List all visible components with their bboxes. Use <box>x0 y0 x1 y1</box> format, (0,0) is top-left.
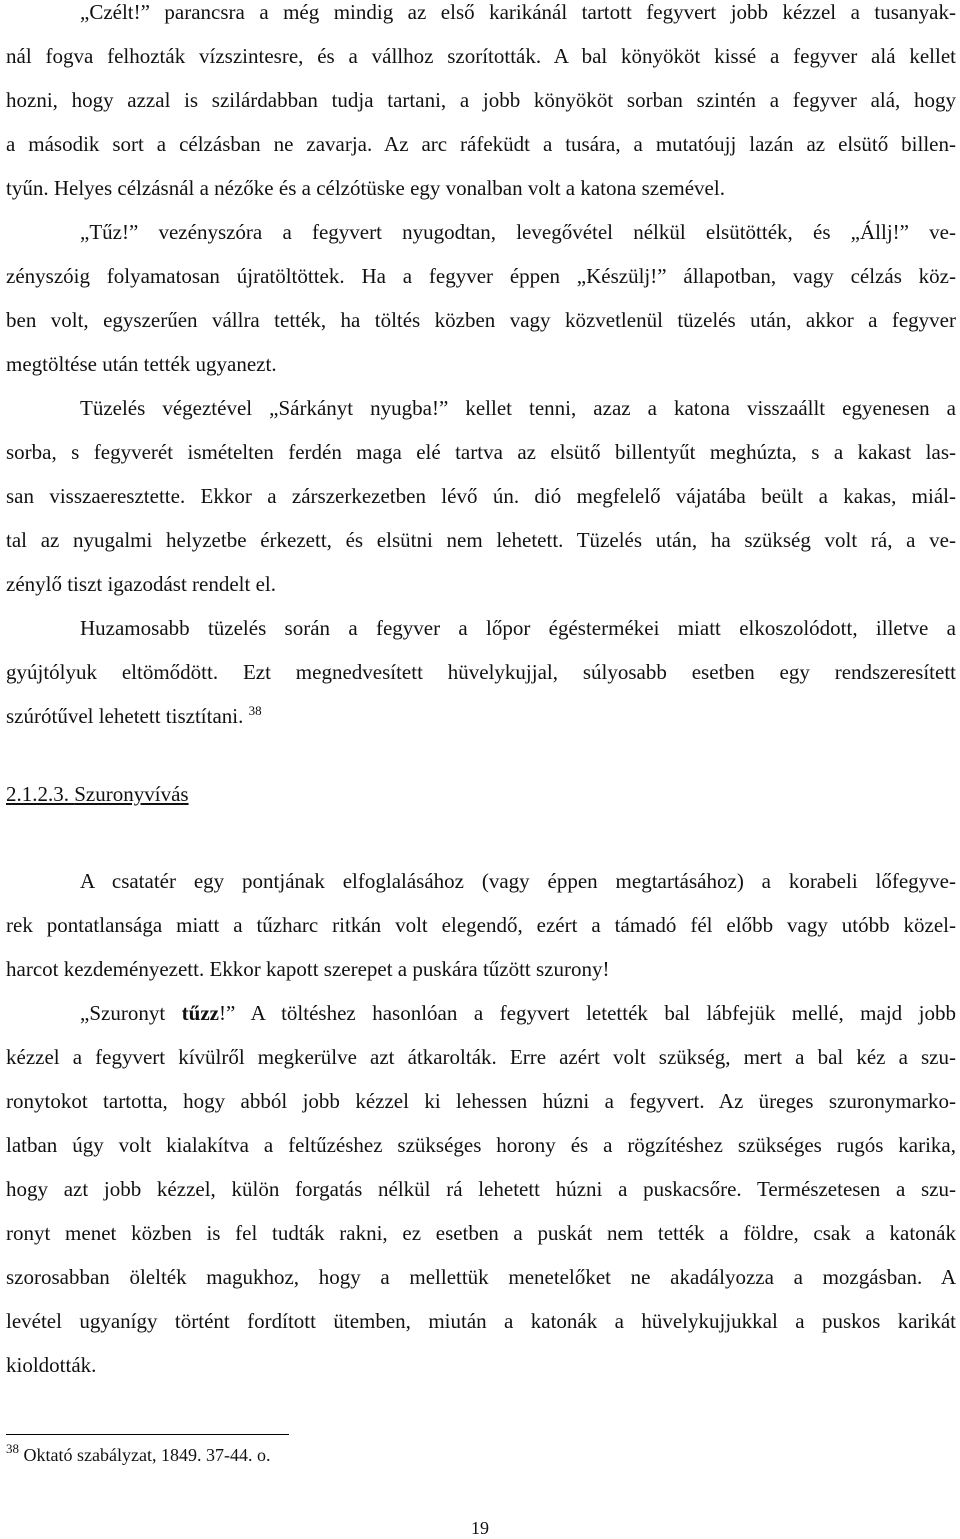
paragraph-line: hogy azt jobb kézzel, külön forgatás nélkül rá lehetett húzni a puskacsőre. Természetesen a szu- <box>6 1177 956 1201</box>
footnote-number: 38 <box>6 1441 19 1456</box>
paragraph-line: „Czélt!” parancsra a még mindig az első karikánál tartott fegyvert jobb kézzel a tusanyak- <box>80 0 956 24</box>
bold-command: tűzz <box>181 1001 219 1025</box>
footnote-reference[interactable]: 38 <box>248 703 262 718</box>
footnote-separator <box>6 1434 289 1435</box>
page-number: 19 <box>471 1518 489 1538</box>
paragraph-line: Tüzelés végeztével „Sárkányt nyugba!” kellet tenni, azaz a katona visszaállt egyenesen a <box>80 396 956 420</box>
paragraph-line: rek pontatlansága miatt a tűzharc ritkán volt elegendő, ezért a támadó fél előbb vagy utóbb közel- <box>6 913 956 937</box>
paragraph-line: levétel ugyanígy történt fordított ütemben, miután a katonák a hüvelykujjukkal a puskos karikát <box>6 1309 956 1333</box>
paragraph-line <box>6 702 956 730</box>
paragraph-line: ben volt, egyszerűen vállra tették, ha töltés közben vagy közvetlenül tüzelés után, akkor a fegyver <box>6 308 956 332</box>
paragraph-line: san visszaeresztette. Ekkor a zárszerkezetben lévő ún. dió megfelelő vájatába beült a kakas, miál- <box>6 484 956 508</box>
paragraph-line: a második sort a célzásban ne zavarja. Az arc ráfeküdt a tusára, a mutatóujj lazán az elsütő billen- <box>6 132 956 156</box>
paragraph-line: harcot kezdeményezett. Ekkor kapott szerepet a puskára tűzött szurony! <box>6 957 610 981</box>
footnote-text: Oktató szabályzat, 1849. 37-44. o. <box>23 1445 271 1465</box>
paragraph-line: Huzamosabb tüzelés során a fegyver a lőpor égéstermékei miatt elkoszolódott, illetve a <box>80 616 956 640</box>
section-number: 2.1.2.3. <box>6 782 69 806</box>
paragraph-line: tal az nyugalmi helyzetbe érkezett, és elsütni nem lehetett. Tüzelés után, ha szükség volt rá, a ve- <box>6 528 956 552</box>
paragraph-line: kioldották. <box>6 1353 97 1377</box>
paragraph-text: !” A töltéshez hasonlóan a fegyvert letették bal lábfejük mellé, majd jobb <box>218 1001 956 1025</box>
paragraph-line <box>80 999 956 1027</box>
paragraph-line: ronytokot tartotta, hogy abból jobb kézzel ki lehessen húzni a fegyvert. Az üreges szuronymarko- <box>6 1089 956 1113</box>
paragraph-line: zényszóig folyamatosan újratöltöttek. Ha a fegyver éppen „Készülj!” állapotban, vagy célzás köz- <box>6 264 956 288</box>
paragraph-text: „Szuronyt <box>80 1001 182 1025</box>
section-title: Szuronyvívás <box>74 782 189 806</box>
section-heading <box>6 780 189 808</box>
paragraph-text: szúrótűvel lehetett tisztítani. <box>6 704 244 728</box>
footnote <box>6 1443 270 1467</box>
paragraph-line: latban úgy volt kialakítva a feltűzéshez szükséges horony és a rögzítéshez szükséges rugós karika, <box>6 1133 956 1157</box>
paragraph-line: megtöltése után tették ugyanezt. <box>6 352 277 376</box>
paragraph-line: szorosabban ölelték magukhoz, hogy a mellettük menetelőket ne akadályozza a mozgásban. A <box>6 1265 956 1289</box>
paragraph-line: zénylő tiszt igazodást rendelt el. <box>6 572 276 596</box>
paragraph-line: sorba, s fegyverét ismételten ferdén maga elé tartva az elsütő billentyűt meghúzta, s a kakast las- <box>6 440 956 464</box>
paragraph-line: kézzel a fegyvert kívülről megkerülve azt átkarolták. Erre azért volt szükség, mert a bal kéz a szu- <box>6 1045 956 1069</box>
paragraph-line: nál fogva felhozták vízszintesre, és a vállhoz szorították. A bal könyököt kissé a fegyver alá kellet <box>6 44 956 68</box>
paragraph-line: gyújtólyuk eltömődött. Ezt megnedvesített hüvelykujjal, súlyosabb esetben egy rendszeresített <box>6 660 956 684</box>
paragraph-line: A csatatér egy pontjának elfoglalásához (vagy éppen megtartásához) a korabeli lőfegyve- <box>80 869 956 893</box>
paragraph-line: „Tűz!” vezényszóra a fegyvert nyugodtan, levegővétel nélkül elsütötték, és „Állj!” ve- <box>80 220 956 244</box>
paragraph-line: ronyt menet közben is fel tudták rakni, ez esetben a puskát nem tették a földre, csak a katonák <box>6 1221 956 1245</box>
paragraph-line: hozni, hogy azzal is szilárdabban tudja tartani, a jobb könyököt sorban szintén a fegyver alá, hogy <box>6 88 956 112</box>
paragraph-line: tyűn. Helyes célzásnál a nézőke és a célzótüske egy vonalban volt a katona szemével. <box>6 176 725 200</box>
